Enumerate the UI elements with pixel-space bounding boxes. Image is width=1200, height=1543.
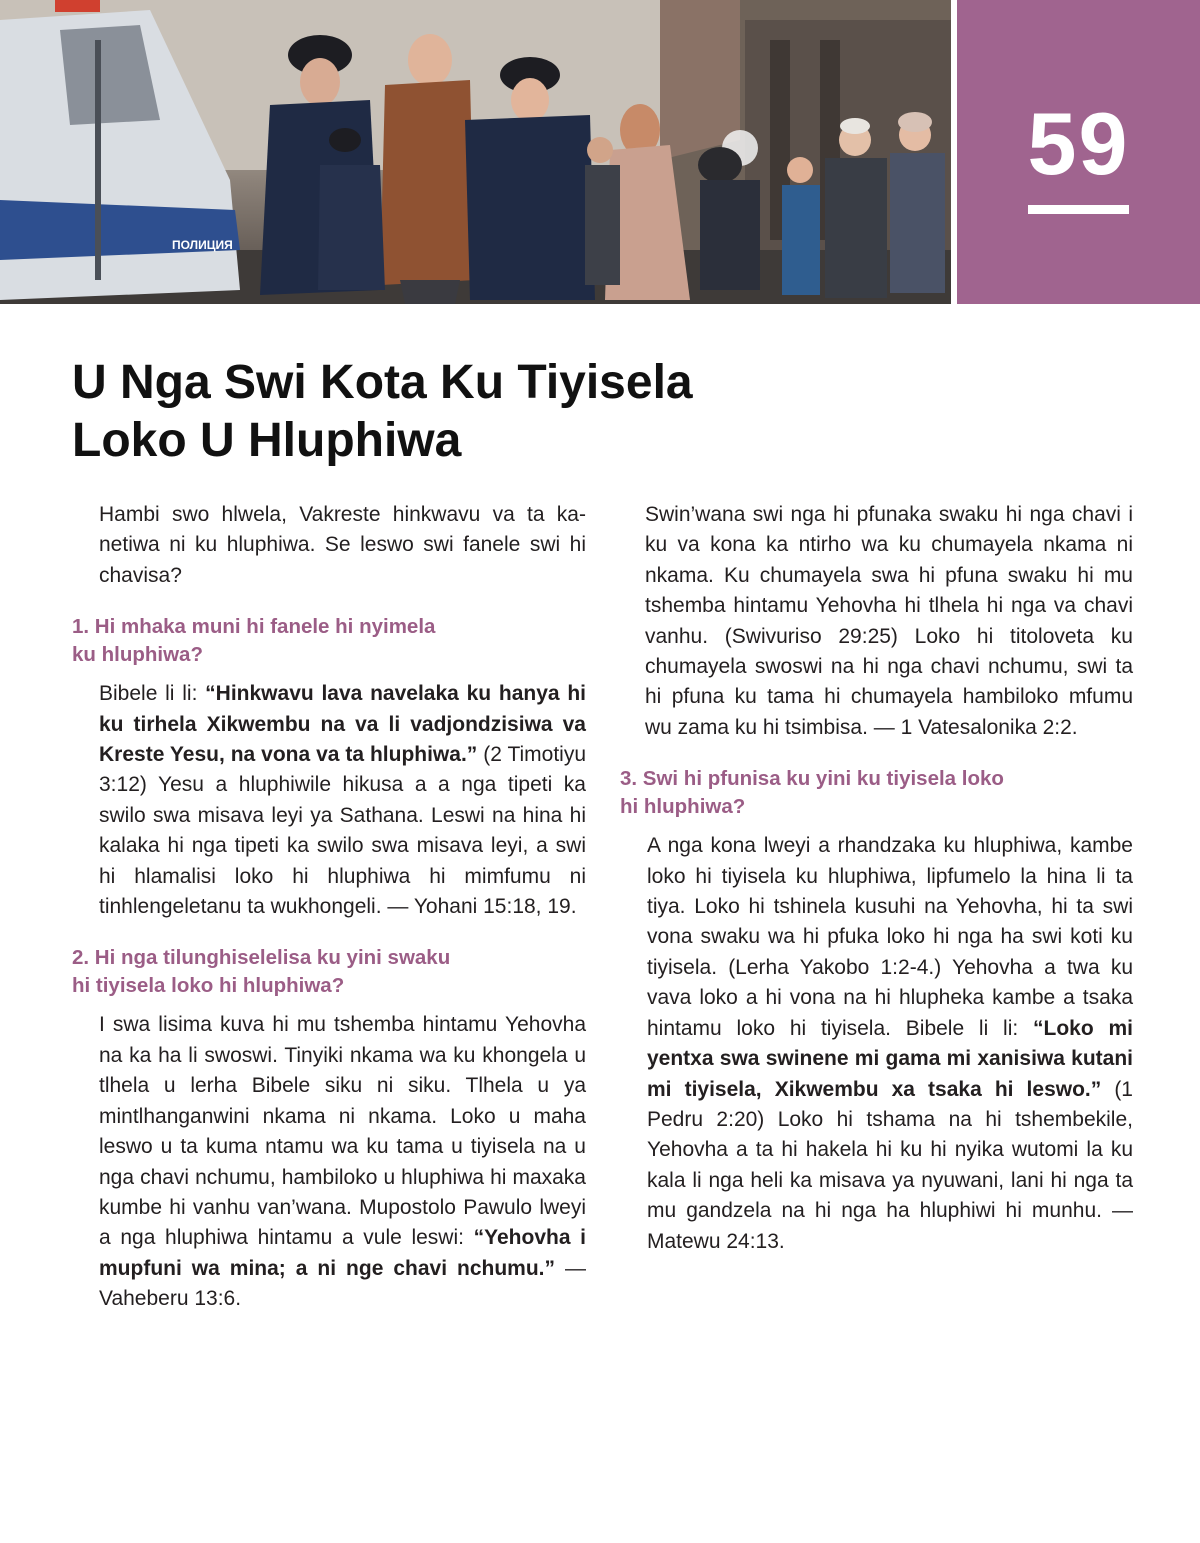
answer-3-quote: “Loko mi yentxa swa swinene mi gama mi xanisiwa kutani mi tiyisela, Xikwembu xa tsaka hi leswo.” — [647, 1016, 1133, 1101]
question-1 — [72, 613, 586, 669]
chapter-rule — [1028, 205, 1129, 214]
question-2-line2: hi tiyisela loko hi hluphiwa? — [72, 974, 345, 998]
page-title-line2: Loko U Hluphiwa — [72, 414, 462, 467]
answer-3-paragraph — [620, 831, 1133, 1257]
page-title-line1: U Nga Swi Kota Ku Tiyisela — [72, 356, 693, 409]
question-3-line2: hi hluphiwa? — [620, 795, 746, 819]
chapter-number: 59 — [1027, 94, 1130, 193]
left-column — [72, 500, 586, 1315]
answer-2-text-b: — Vaheberu 13:6. — [99, 1256, 586, 1311]
question-3-line1: 3. Swi hi pfunisa ku yini ku tiyisela loko — [620, 767, 1004, 791]
question-3 — [620, 765, 1133, 821]
answer-2-paragraph — [72, 1010, 586, 1314]
question-2-line1: 2. Hi nga tilunghiselelisa ku yini swaku — [72, 946, 451, 970]
answer-3-text-b: (1 Pedru 2:20) Loko hi tshama na hi tshembekile, Yehovha a ta hi hakela hi ku hi nyika wutomi la ku kala li nga heli ka misava ya nyuwani, lani hi nga ta mu gandzela na hi nga ha hluphiwi hi munhu. — Matewu 24:13. — [647, 1077, 1133, 1253]
van-lettering: ПОЛИЦИЯ — [172, 238, 233, 252]
chapter-badge — [957, 0, 1200, 304]
right-column — [620, 500, 1133, 1257]
photo-police-escort-illustration — [0, 0, 951, 304]
question-1-line1: 1. Hi mhaka muni hi fanele hi nyimela — [72, 615, 436, 639]
question-1-line2: ku hluphiwa? — [72, 643, 203, 667]
answer-1-text-a: Bibele li li: — [99, 682, 206, 706]
question-2 — [72, 944, 586, 1000]
intro-paragraph: Hambi swo hlwela, Vakreste hinkwavu va ta kanetiwa ni ku hluphiwa. Se leswo swi fanele swi hi chavisa? — [99, 503, 586, 587]
answer-2-continued-paragraph: Swin’wana swi nga hi pfunaka swaku hi nga chavi i ku va kona ka ntirho wa ku chumayela nkama ni nkama. Ku chumayela swa hi pfuna swaku hi mu tshemba hintamu Yehovha hi tlhela hi nga va chavi vanhu. (Swivuriso 29:25) Loko hi titoloveta ku chumayela swoswi na hi nga chavi nchumu, swi ta hi pfuna ku tama hi chumayela hambiloko mfumu wu zama ku hi tsimbisa. — 1 Vatesalonika 2:2. — [645, 503, 1133, 739]
page-title — [72, 354, 693, 470]
answer-1-paragraph — [72, 679, 586, 922]
answer-1-text-b: (2 Timotiyu 3:12) Yesu a hluphiwile hikusa a a nga tipeti ka swilo swa misava leyi ya Sathana. Leswi na hina hi kalaka hi nga tipeti ka swilo swa misava leyi, a swi hi hlamalisi loko hi hluphiwa hi mimfumu ni tinhlengeletanu ta wukhongeli. — Yohani 15:18, 19. — [99, 743, 587, 919]
answer-2-quote: “Yehovha i mupfuni wa mina; a ni nge chavi nchumu.” — [99, 1226, 587, 1280]
header-photo — [0, 0, 951, 304]
answer-3-text-a: A nga kona lweyi a rhandzaka ku hluphiwa, kambe loko hi tiyisela ku hluphiwa, lipfumelo la hina li ta tiya. Loko hi tshinela kusuhi na Yehovha, hi ta swi vona swaku wa hi pfuka loko hi nga ha swi koti ku tiyisela. (Lerha Yakobo 1:2-4.) Yehovha a twa ku vava loko a hi vona na hi hlupheka kambe a tsaka hintamu loko hi tiyisela. Bibele li li: — [647, 834, 1133, 1040]
answer-1-quote: “Hinkwavu lava navelaka ku hanya hi ku tirhela Xikwembu na va li vadjondzisiwa va Kreste Yesu, na vona va ta hluphiwa.” — [99, 682, 586, 767]
answer-2-text-a: I swa lisima kuva hi mu tshemba hintamu Yehovha na ka ha li swoswi. Tinyiki nkama wa ku khongela u tlhela u lerha Bibele siku ni siku. Tlhela u ya mintlhanganwini nkama ni nkama. Loko u maha leswo u ta kuma ntamu wa ku tama u tiyisela na u nga chavi nchumu, hambiloko u hluphiwa hi maxaka kumbe hi vanhu van’wana. Mupostolo Pawulo lweyi a nga hluphiwa hintamu a vule leswi: — [99, 1013, 586, 1250]
